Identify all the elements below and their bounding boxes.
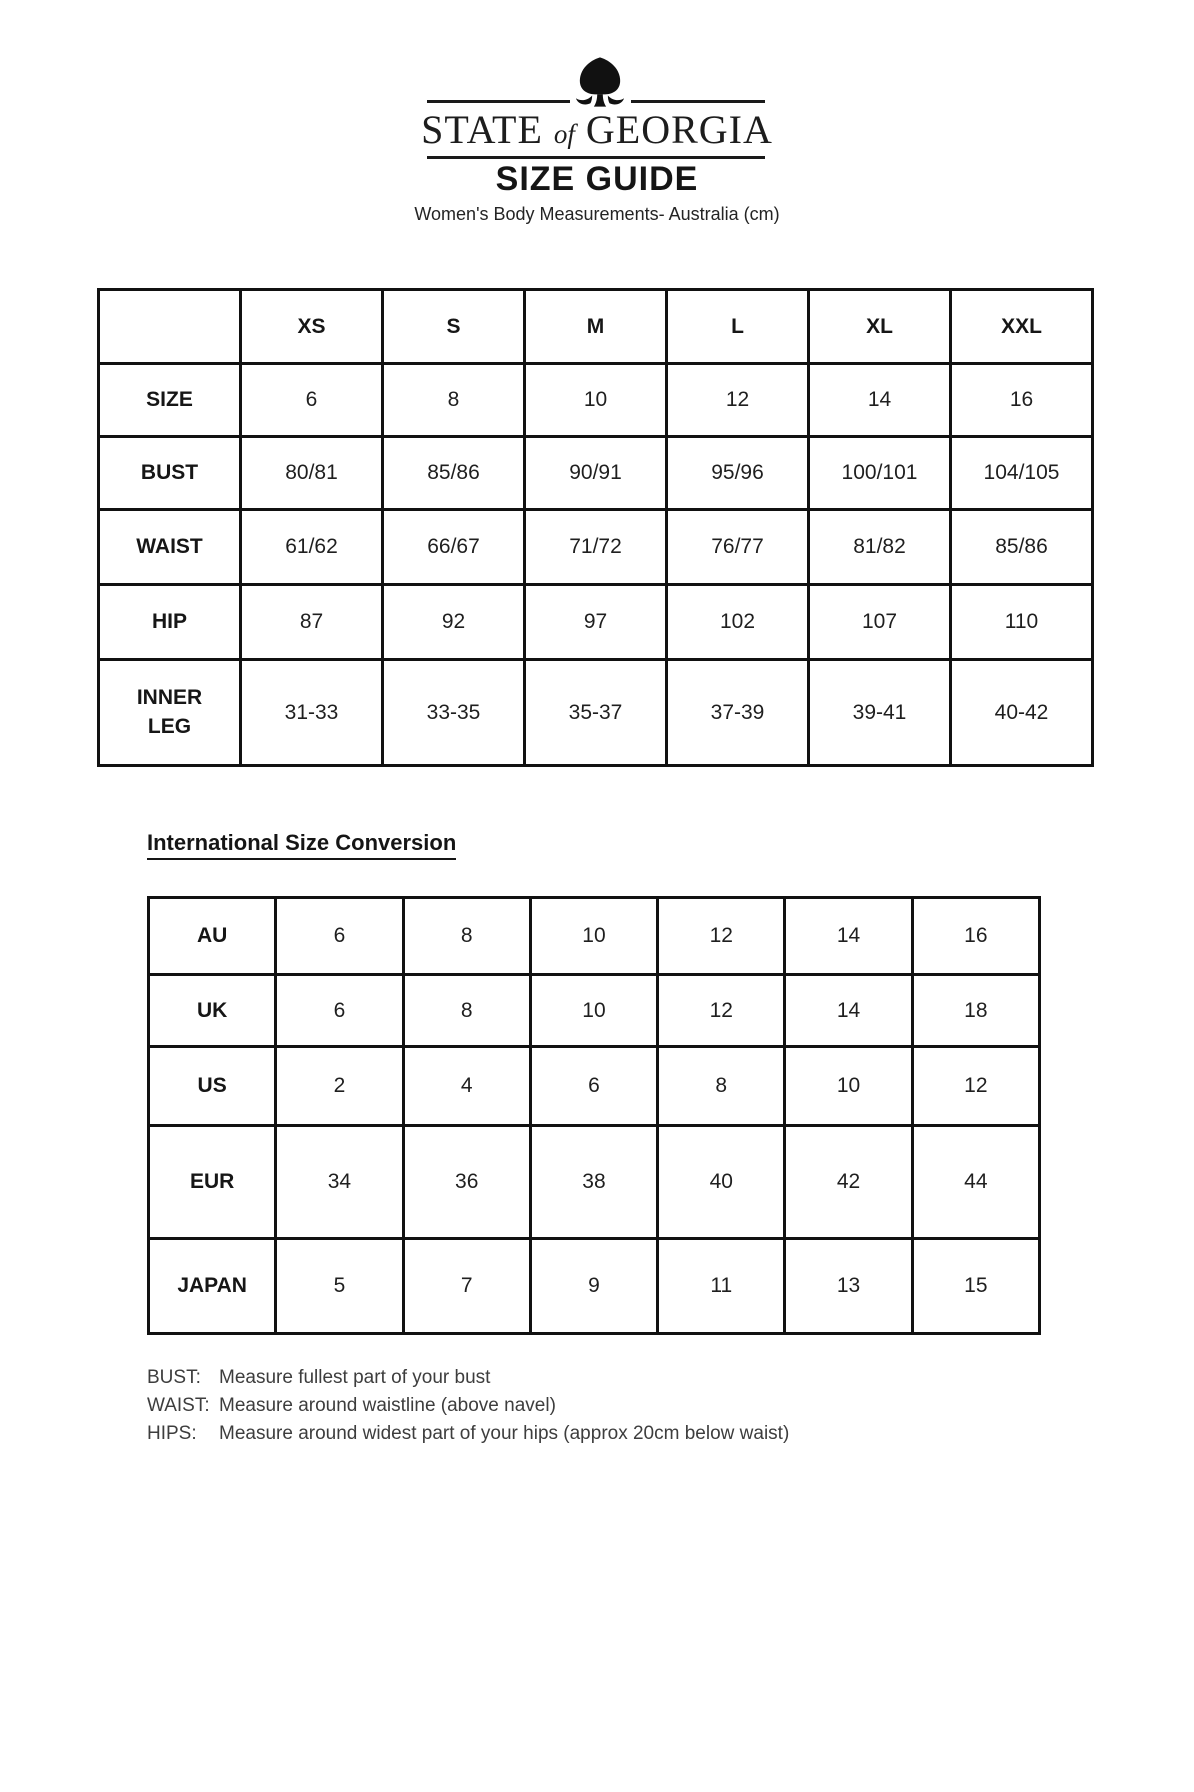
value-cell: 8 <box>658 1047 785 1126</box>
row-label: UK <box>149 975 276 1047</box>
table-row <box>99 437 1093 510</box>
value-cell: 39-41 <box>809 660 951 766</box>
page-title: SIZE GUIDE <box>495 160 699 198</box>
brand-word-of: of <box>553 119 575 149</box>
value-cell: 6 <box>276 975 403 1047</box>
brand-word-georgia: GEORGIA <box>585 107 773 152</box>
table-row <box>99 510 1093 585</box>
size-column-header: XXL <box>951 290 1093 364</box>
value-cell: 4 <box>403 1047 530 1126</box>
tree-icon <box>572 56 628 108</box>
value-cell: 104/105 <box>951 437 1093 510</box>
value-cell: 14 <box>785 898 912 975</box>
corner-cell <box>99 290 241 364</box>
size-column-header: L <box>667 290 809 364</box>
value-cell: 40 <box>658 1126 785 1239</box>
note-text: Measure around waistline (above navel) <box>219 1395 556 1416</box>
value-cell: 10 <box>530 898 657 975</box>
value-cell: 61/62 <box>241 510 383 585</box>
value-cell: 8 <box>383 364 525 437</box>
value-cell: 7 <box>403 1239 530 1334</box>
row-label: BUST <box>99 437 241 510</box>
table-row <box>149 975 1040 1047</box>
value-cell: 97 <box>525 585 667 660</box>
value-cell: 16 <box>951 364 1093 437</box>
value-cell: 13 <box>785 1239 912 1334</box>
measurement-notes <box>147 1364 789 1448</box>
measurements-table <box>97 288 1094 767</box>
value-cell: 110 <box>951 585 1093 660</box>
value-cell: 10 <box>525 364 667 437</box>
value-cell: 44 <box>912 1126 1039 1239</box>
value-cell: 8 <box>403 898 530 975</box>
table-row <box>99 585 1093 660</box>
value-cell: 15 <box>912 1239 1039 1334</box>
page-subtitle: Women's Body Measurements- Australia (cm) <box>414 204 780 224</box>
value-cell: 34 <box>276 1126 403 1239</box>
value-cell: 66/67 <box>383 510 525 585</box>
value-cell: 18 <box>912 975 1039 1047</box>
value-cell: 12 <box>912 1047 1039 1126</box>
value-cell: 9 <box>530 1239 657 1334</box>
row-label: AU <box>149 898 276 975</box>
size-column-header: M <box>525 290 667 364</box>
table-row <box>99 364 1093 437</box>
table-row <box>99 660 1093 766</box>
size-column-header: XL <box>809 290 951 364</box>
value-cell: 14 <box>809 364 951 437</box>
value-cell: 92 <box>383 585 525 660</box>
brand-word-state: STATE <box>421 107 543 152</box>
conversion-table <box>147 896 1041 1335</box>
row-label: SIZE <box>99 364 241 437</box>
value-cell: 33-35 <box>383 660 525 766</box>
value-cell: 85/86 <box>383 437 525 510</box>
value-cell: 85/86 <box>951 510 1093 585</box>
row-label: WAIST <box>99 510 241 585</box>
value-cell: 8 <box>403 975 530 1047</box>
value-cell: 35-37 <box>525 660 667 766</box>
note-label: HIPS: <box>147 1423 197 1444</box>
value-cell: 38 <box>530 1126 657 1239</box>
value-cell: 90/91 <box>525 437 667 510</box>
value-cell: 102 <box>667 585 809 660</box>
row-label: INNER LEG <box>99 660 241 766</box>
value-cell: 6 <box>241 364 383 437</box>
note-text: Measure around widest part of your hips (approx 20cm below waist) <box>219 1423 790 1444</box>
row-label: HIP <box>99 585 241 660</box>
size-column-header: XS <box>241 290 383 364</box>
value-cell: 6 <box>276 898 403 975</box>
value-cell: 10 <box>785 1047 912 1126</box>
value-cell: 76/77 <box>667 510 809 585</box>
table-row <box>149 1126 1040 1239</box>
conversion-heading: International Size Conversion <box>147 830 456 860</box>
value-cell: 37-39 <box>667 660 809 766</box>
value-cell: 71/72 <box>525 510 667 585</box>
value-cell: 107 <box>809 585 951 660</box>
value-cell: 12 <box>658 975 785 1047</box>
value-cell: 80/81 <box>241 437 383 510</box>
value-cell: 11 <box>658 1239 785 1334</box>
logo-rule-top-left <box>427 100 570 103</box>
value-cell: 12 <box>667 364 809 437</box>
size-column-header: S <box>383 290 525 364</box>
value-cell: 16 <box>912 898 1039 975</box>
value-cell: 36 <box>403 1126 530 1239</box>
table-row <box>149 1239 1040 1334</box>
value-cell: 6 <box>530 1047 657 1126</box>
value-cell: 2 <box>276 1047 403 1126</box>
table-row <box>99 290 1093 364</box>
note-text: Measure fullest part of your bust <box>219 1367 491 1388</box>
value-cell: 10 <box>530 975 657 1047</box>
value-cell: 40-42 <box>951 660 1093 766</box>
value-cell: 31-33 <box>241 660 383 766</box>
value-cell: 42 <box>785 1126 912 1239</box>
row-label: JAPAN <box>149 1239 276 1334</box>
value-cell: 95/96 <box>667 437 809 510</box>
table-row <box>149 1047 1040 1126</box>
logo-rule-bottom <box>427 156 765 159</box>
value-cell: 100/101 <box>809 437 951 510</box>
value-cell: 12 <box>658 898 785 975</box>
value-cell: 14 <box>785 975 912 1047</box>
note-label: WAIST: <box>147 1395 210 1416</box>
brand-wordmark <box>0 106 1194 153</box>
value-cell: 87 <box>241 585 383 660</box>
note-label: BUST: <box>147 1367 201 1388</box>
row-label: EUR <box>149 1126 276 1239</box>
logo-rule-top-right <box>631 100 765 103</box>
value-cell: 81/82 <box>809 510 951 585</box>
table-row <box>149 898 1040 975</box>
row-label: US <box>149 1047 276 1126</box>
value-cell: 5 <box>276 1239 403 1334</box>
